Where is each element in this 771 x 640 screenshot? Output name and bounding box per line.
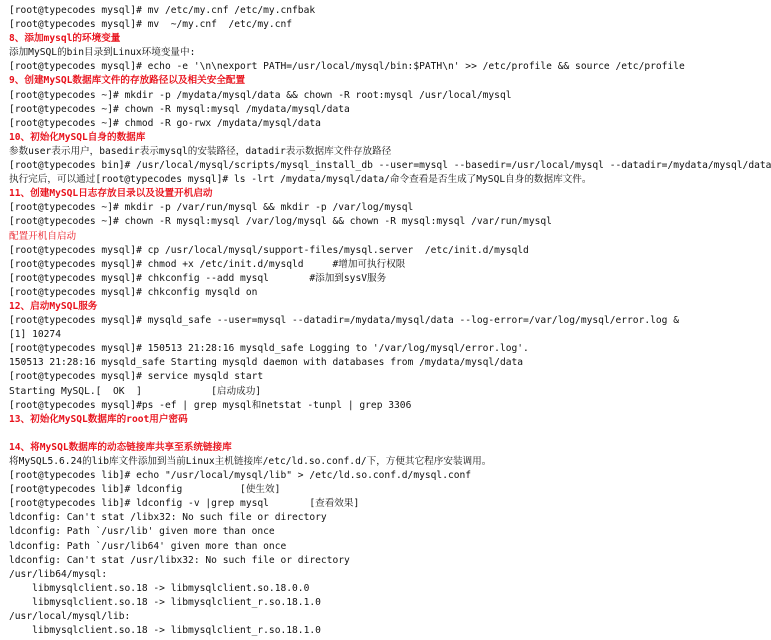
section-heading: 8、添加mysql的环境变量 [9, 33, 121, 45]
command-line: [root@typecodes mysql]# mv /etc/my.cnf /etc/my.cnfbak [9, 5, 316, 16]
text-line: 添加MySQL的bin目录到Linux环境变量中: [9, 47, 196, 59]
section-heading: 14、将MySQL数据库的动态链接库共享至系统链接库 [9, 441, 232, 453]
text-line: ldconfig: Can't stat /usr/libx32: No such file or directory [9, 554, 350, 566]
command-line: [root@typecodes mysql]# mv ~/my.cnf /etc/my.cnf [9, 19, 293, 31]
command-line: [root@typecodes mysql]# mysqld_safe --user=mysql --datadir=/mydata/mysql/data --log-error=/var/log/mysql/error.log & [9, 315, 680, 327]
command-line: [root@typecodes ~]# mkdir -p /var/run/mysql && mkdir -p /var/log/mysql [9, 202, 414, 214]
command-line: [root@typecodes mysql]# echo -e '\n\nexport PATH=/usr/local/mysql/bin:$PATH\n' >> /etc/profile && source /etc/profile [9, 61, 685, 73]
command-line: [root@typecodes mysql]#ps -ef | grep mysql和netstat -tunpl | grep 3306 [9, 399, 412, 411]
text-line: /usr/lib64/mysql: [9, 568, 108, 580]
command-line: [root@typecodes mysql]# chkconfig --add mysql #添加到sysV服务 [9, 272, 387, 284]
command-line: [root@typecodes ~]# chown -R mysql:mysql /var/log/mysql && chown -R mysql:mysql /var/run/mysql [9, 216, 552, 228]
text-line: 执行完后，可以通过[root@typecodes mysql]# ls -lrt /mydata/mysql/data/命令查看是否生成了MySQL自身的数据库文件。 [9, 174, 592, 186]
section-heading: 12、启动MySQL服务 [9, 300, 98, 312]
text-line: libmysqlclient.so.18 -> libmysqlclient_r.so.18.1.0 [9, 625, 321, 637]
text-line: ldconfig: Path `/usr/lib64' given more than once [9, 540, 287, 552]
text-line: ldconfig: Can't stat /libx32: No such file or directory [9, 512, 327, 524]
text-line: 将MySQL5.6.24的lib库文件添加到当前Linux主机链接库/etc/ld.so.conf.d/下，方便其它程序安装调用。 [9, 456, 492, 467]
text-line: 参数user表示用户，basedir表示mysql的安装路径，datadir表示数据库文件存放路径 [9, 145, 392, 157]
command-line: [root@typecodes lib]# ldconfig -v |grep mysql [查看效果] [9, 498, 360, 510]
command-line: [root@typecodes ~]# chown -R mysql:mysql /mydata/mysql/data [9, 103, 350, 115]
command-line: [root@typecodes mysql]# cp /usr/local/mysql/support-files/mysql.server /etc/init.d/mysqld [9, 244, 529, 256]
section-heading: 11、创建MySQL日志存放目录以及设置开机启动 [9, 188, 213, 200]
section-heading: 13、初始化MySQL数据库的root用户密码 [9, 413, 188, 425]
text-line: libmysqlclient.so.18 -> libmysqlclient.so.18.0.0 [9, 582, 310, 594]
blank-line [9, 427, 679, 441]
command-line: [root@typecodes lib]# ldconfig [使生效] [9, 484, 281, 496]
text-line: Starting MySQL.[ OK ] [启动成功] [9, 385, 262, 397]
text-line: ldconfig: Path `/usr/lib' given more than once [9, 526, 275, 538]
text-line: libmysqlclient.so.18 -> libmysqlclient_r.so.18.1.0 [9, 596, 321, 608]
text-line: 150513 21:28:16 mysqld_safe Starting mysqld daemon with databases from /mydata/mysql/data [9, 357, 524, 369]
command-line: [root@typecodes mysql]# chkconfig mysqld on [9, 286, 258, 298]
command-line: [root@typecodes bin]# /usr/local/mysql/scripts/mysql_install_db --user=mysql --basedir=/usr/local/mysql --datadir=/mydata/mysql/data [9, 160, 771, 172]
command-line: [root@typecodes mysql]# service mysqld start [9, 371, 264, 383]
command-line: [root@typecodes mysql]# chmod +x /etc/init.d/mysqld #增加可执行权限 [9, 258, 406, 270]
text-line: /usr/local/mysql/lib: [9, 611, 131, 623]
command-line: [root@typecodes ~]# mkdir -p /mydata/mysql/data && chown -R root:mysql /usr/local/mysql [9, 89, 512, 101]
section-heading: 10、初始化MySQL自身的数据库 [9, 131, 146, 143]
text-line: [1] 10274 [9, 329, 61, 341]
note-line: 配置开机自启动 [9, 230, 77, 242]
section-heading: 9、创建MySQL数据库文件的存放路径以及相关安全配置 [9, 75, 246, 87]
command-line: [root@typecodes lib]# echo "/usr/local/mysql/lib" > /etc/ld.so.conf.d/mysql.conf [9, 470, 472, 482]
command-line: [root@typecodes ~]# chmod -R go-rwx /mydata/mysql/data [9, 117, 321, 129]
command-line: [root@typecodes mysql]# 150513 21:28:16 mysqld_safe Logging to '/var/log/mysql/error.log'. [9, 343, 529, 355]
